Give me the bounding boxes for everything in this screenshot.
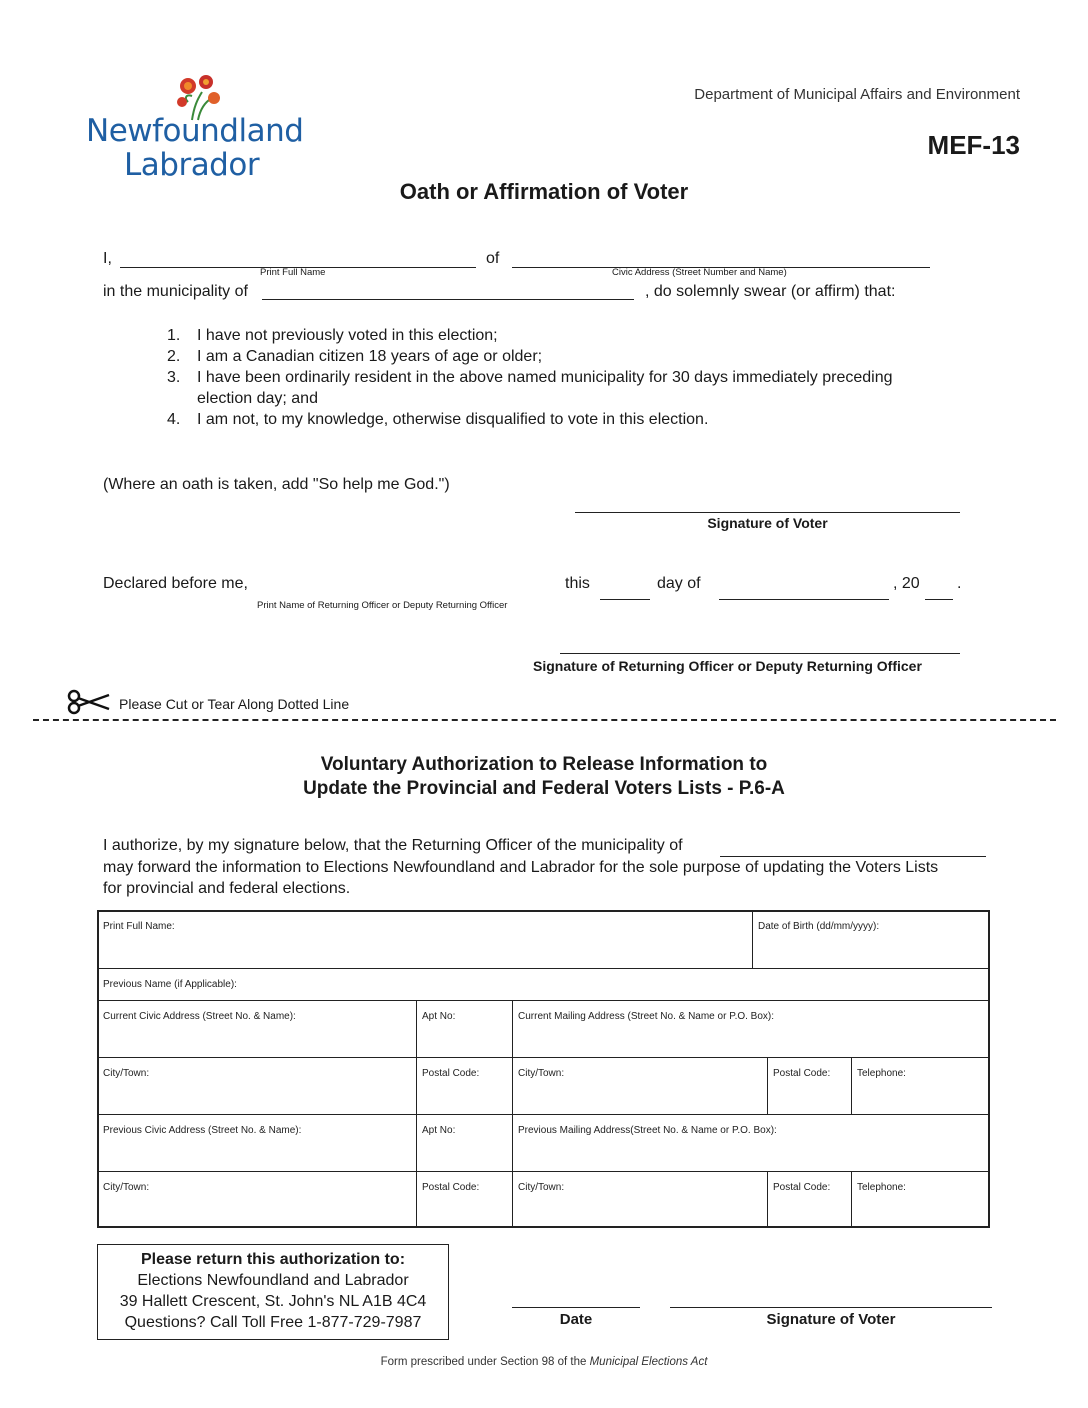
city-cell-2[interactable] (512, 1057, 767, 1114)
previous-civic-label: Previous Civic Address (Street No. & Name): (103, 1125, 302, 1136)
officer-signature-line[interactable] (560, 653, 960, 654)
telephone-cell-2[interactable] (851, 1171, 990, 1228)
year-label: , 20 (893, 575, 920, 592)
apt-cell-2[interactable] (416, 1114, 512, 1171)
telephone-label: Telephone: (857, 1068, 906, 1079)
oath-item-3-continued: election day; and (197, 390, 318, 407)
postal-cell-1[interactable] (416, 1057, 512, 1114)
item-text: I have been ordinarily resident in the above named municipality for 30 days immediately preceding (197, 369, 893, 386)
scissors-icon (67, 689, 111, 715)
footer-note (0, 1356, 1088, 1368)
civic-address-caption: Civic Address (Street Number and Name) (612, 267, 787, 278)
postal-cell-4[interactable] (767, 1171, 851, 1228)
oath-item-2 (167, 348, 542, 366)
day-field[interactable] (600, 599, 650, 600)
date-line[interactable] (512, 1307, 640, 1308)
dob-cell[interactable] (752, 911, 990, 968)
item-text: I am a Canadian citizen 18 years of age or older; (197, 348, 543, 365)
previous-mailing-label: Previous Mailing Address(Street No. & Name or P.O. Box): (518, 1125, 777, 1136)
voter-info-table (97, 910, 990, 1228)
item-number: 1. (167, 327, 181, 344)
officer-name-caption: Print Name of Returning Officer or Deputy Returning Officer (257, 600, 508, 611)
oath-item-3 (167, 369, 893, 387)
period: . (957, 575, 962, 592)
item-number: 4. (167, 411, 181, 428)
apt-label: Apt No: (422, 1125, 456, 1136)
oath-item-4 (167, 411, 708, 429)
postal-label: Postal Code: (422, 1182, 480, 1193)
postal-label: Postal Code: (773, 1182, 831, 1193)
previous-name-cell[interactable] (98, 968, 990, 1000)
current-mailing-label: Current Mailing Address (Street No. & Name or P.O. Box): (518, 1011, 775, 1022)
telephone-cell-1[interactable] (851, 1057, 990, 1114)
return-line-2: 39 Hallett Crescent, St. John's NL A1B 4C4 (119, 1293, 427, 1310)
authorization-municipality-field[interactable] (720, 856, 986, 857)
postal-label: Postal Code: (422, 1068, 480, 1079)
item-number: 2. (167, 348, 181, 365)
dotted-cut-line (33, 719, 1056, 721)
postal-cell-3[interactable] (416, 1171, 512, 1228)
current-mailing-cell[interactable] (512, 1000, 990, 1057)
authorization-paragraph-line1: I authorize, by my signature below, that the Returning Officer of the municipality of (103, 837, 683, 854)
item-number: 3. (167, 369, 181, 386)
month-field[interactable] (719, 599, 889, 600)
postal-cell-2[interactable] (767, 1057, 851, 1114)
postal-label: Postal Code: (773, 1068, 831, 1079)
officer-signature-label: Signature of Returning Officer or Deputy Returning Officer (533, 658, 922, 674)
authorization-paragraph-line2: may forward the information to Elections Newfoundland and Labrador for the sole purpose of updating the Voters Lists (103, 859, 939, 876)
return-heading: Please return this authorization to: (140, 1251, 406, 1268)
auth-signature-label: Signature of Voter (766, 1311, 896, 1328)
apt-cell-1[interactable] (416, 1000, 512, 1057)
department-name: Department of Municipal Affairs and Environment (694, 86, 1020, 103)
city-label: City/Town: (518, 1182, 565, 1193)
previous-mailing-cell[interactable] (512, 1114, 990, 1171)
return-line-1: Elections Newfoundland and Labrador (137, 1272, 409, 1289)
city-label: City/Town: (103, 1182, 150, 1193)
date-label: Date (559, 1311, 593, 1328)
logo-text-labrador: Labrador (124, 147, 260, 183)
current-civic-label: Current Civic Address (Street No. & Name): (103, 1011, 296, 1022)
authorization-paragraph-line3: for provincial and federal elections. (103, 880, 351, 897)
municipality-field[interactable] (262, 299, 634, 300)
footer-text: Form prescribed under Section 98 of the (380, 1356, 590, 1368)
current-civic-cell[interactable] (98, 1000, 416, 1057)
year-field[interactable] (925, 599, 953, 600)
city-label: City/Town: (103, 1068, 150, 1079)
auth-signature-line[interactable] (670, 1307, 992, 1308)
full-name-caption: Print Full Name (260, 267, 326, 278)
city-cell-4[interactable] (512, 1171, 767, 1228)
footer-act-name: Municipal Elections Act (589, 1356, 708, 1368)
day-of-label: day of (657, 575, 701, 592)
full-name-cell[interactable] (98, 911, 752, 968)
return-address-box (97, 1244, 449, 1340)
swear-text: , do solemnly swear (or affirm) that: (645, 283, 896, 300)
logo (86, 72, 306, 182)
previous-name-label: Previous Name (if Applicable): (103, 979, 237, 990)
municipality-label: in the municipality of (103, 283, 248, 300)
item-text: I have not previously voted in this election; (197, 327, 498, 344)
i-label: I, (103, 250, 112, 267)
full-name-label: Print Full Name: (103, 921, 175, 932)
oath-title: Oath or Affirmation of Voter (399, 179, 689, 204)
previous-civic-cell[interactable] (98, 1114, 416, 1171)
cut-instruction: Please Cut or Tear Along Dotted Line (119, 696, 350, 712)
telephone-label: Telephone: (857, 1182, 906, 1193)
dob-label: Date of Birth (dd/mm/yyyy): (758, 921, 880, 932)
this-label: this (565, 575, 590, 592)
apt-label: Apt No: (422, 1011, 456, 1022)
authorization-title-line1: Voluntary Authorization to Release Information to (320, 754, 768, 775)
oath-note: (Where an oath is taken, add "So help me God.") (103, 476, 450, 493)
voter-signature-label: Signature of Voter (707, 515, 828, 531)
form-code: MEF-13 (927, 130, 1020, 160)
return-line-3: Questions? Call Toll Free 1-877-729-7987 (124, 1314, 422, 1331)
of-label: of (486, 250, 500, 267)
item-text: I am not, to my knowledge, otherwise disqualified to vote in this election. (197, 411, 709, 428)
authorization-title-line2: Update the Provincial and Federal Voters Lists - P.6-A (303, 778, 785, 799)
oath-item-1 (167, 327, 498, 345)
city-label: City/Town: (518, 1068, 565, 1079)
voter-signature-line[interactable] (575, 512, 960, 513)
city-cell-1[interactable] (98, 1057, 416, 1114)
declared-label: Declared before me, (103, 575, 248, 592)
city-cell-3[interactable] (98, 1171, 416, 1228)
logo-text-newfoundland: Newfoundland (86, 113, 304, 149)
